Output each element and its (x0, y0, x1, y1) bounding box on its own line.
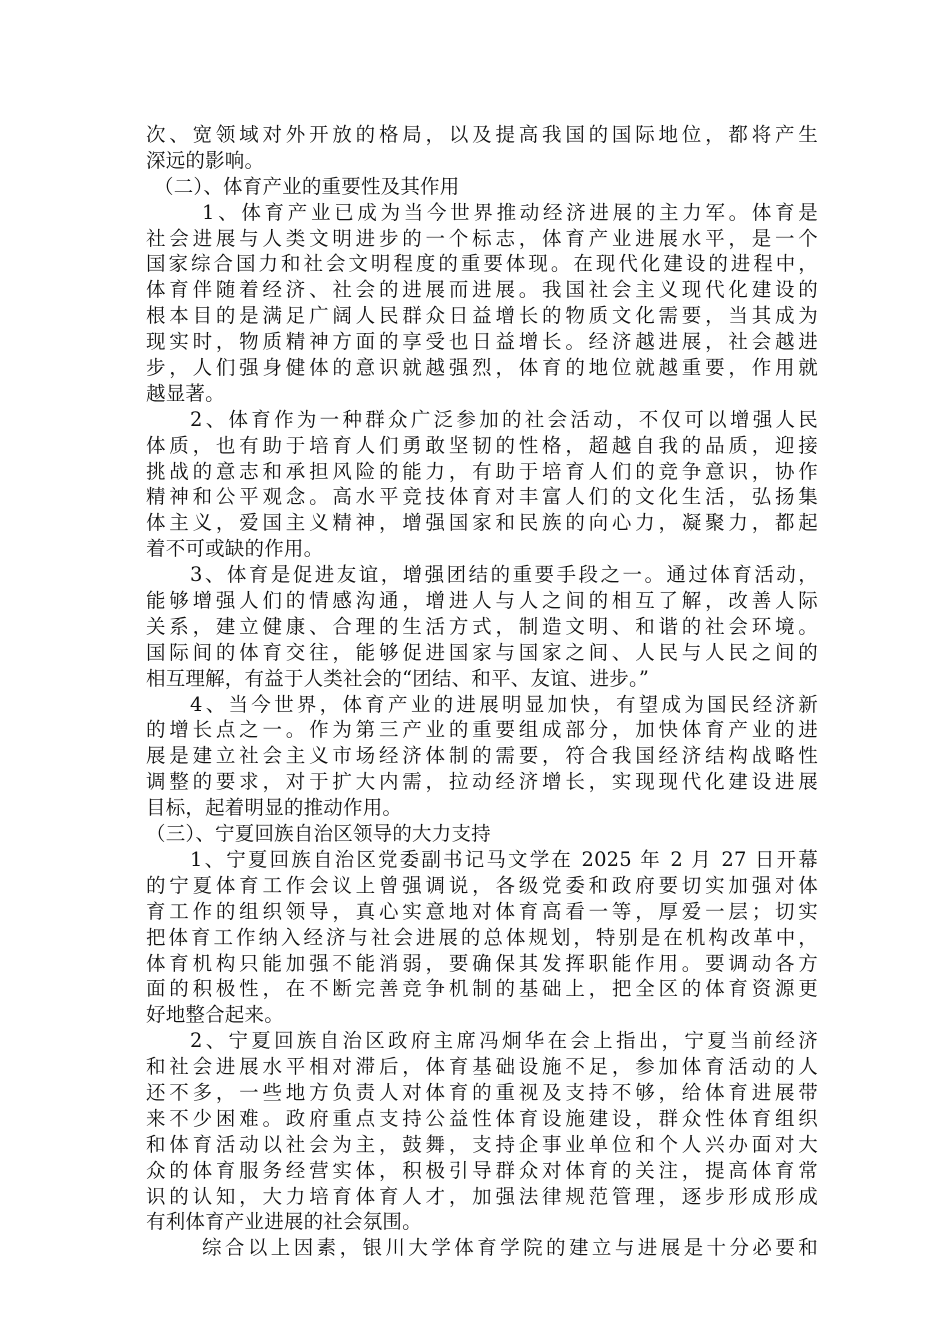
document-text-line: 来不少困难。政府重点支持公益性体育设施建设，群众性体育组织 (146, 1106, 818, 1130)
document-text-line: 深远的影响。 (146, 148, 265, 172)
document-text-line: 关系，建立健康、合理的生活方式，制造文明、和谐的社会环境。 (146, 614, 818, 638)
document-text-line: 步，人们强身健体的意识就越强烈，体育的地位就越重要，作用就 (146, 356, 818, 380)
document-text-line: 越显著。 (146, 381, 225, 405)
document-text-line: 根本目的是满足广阔人民群众日益增长的物质文化需要，当其成为 (146, 304, 818, 328)
document-text-line: 着不可或缺的作用。 (146, 537, 324, 561)
document-text-line: 能够增强人们的情感沟通，增进人与人之间的相互了解，改善人际 (146, 589, 818, 613)
document-text-line: 国家综合国力和社会文明程度的重要体现。在现代化建设的进程中， (146, 252, 818, 276)
document-text-line: 好地整合起来。 (146, 1003, 284, 1027)
document-text-line: 育工作的组织领导，真心实意地对体育高看一等，厚爱一层；切实 (146, 899, 818, 923)
document-text-line: 还不多，一些地方负责人对体育的重视及支持不够，给体育进展带 (146, 1080, 818, 1104)
document-text-line: （三）、宁夏回族自治区领导的大力支持 (146, 822, 491, 846)
document-text-line: 1、宁夏回族自治区党委副书记马文学在 2025 年 2 月 27 日开幕 (190, 847, 818, 871)
document-text-line: 目标，起着明显的推动作用。 (146, 796, 403, 820)
document-text-line: 体育伴随着经济、社会的进展而进展。我国社会主义现代化建设的 (146, 278, 818, 302)
document-text-line: 和体育活动以社会为主，鼓舞，支持企事业单位和个人兴办面对大 (146, 1132, 818, 1156)
document-body (146, 122, 818, 1261)
document-text-line: 众的体育服务经营实体，积极引导群众对体育的关注，提高体育常 (146, 1158, 818, 1182)
document-text-line: 体质，也有助于培育人们勇敢坚韧的性格，超越自我的品质，迎接 (146, 433, 818, 457)
document-text-line: 精神和公平观念。高水平竞技体育对丰富人们的文化生活，弘扬集 (146, 485, 818, 509)
document-text-line: 综合以上因素，银川大学体育学院的建立与进展是十分必要和 (202, 1236, 818, 1260)
document-text-line: 2、体育作为一种群众广泛参加的社会活动，不仅可以增强人民 (190, 407, 818, 431)
document-text-line: 相互理解，有益于人类社会的“团结、和平、友谊、进步。” (146, 666, 650, 690)
document-text-line: （二）、体育产业的重要性及其作用 (154, 174, 460, 198)
document-text-line: 的宁夏体育工作会议上曾强调说，各级党委和政府要切实加强对体 (146, 873, 818, 897)
document-text-line: 和社会进展水平相对滞后，体育基础设施不足，参加体育活动的人 (146, 1055, 818, 1079)
document-text-line: 3、体育是促进友谊，增强团结的重要手段之一。通过体育活动， (190, 563, 818, 587)
document-text-line: 识的认知，大力培育体育人才，加强法律规范管理，逐步形成形成 (146, 1184, 818, 1208)
document-text-line: 2、宁夏回族自治区政府主席冯炯华在会上指出，宁夏当前经济 (190, 1029, 818, 1053)
document-text-line: 体育机构只能加强不能消弱，要确保其发挥职能作用。要调动各方 (146, 951, 818, 975)
document-text-line: 社会进展与人类文明进步的一个标志，体育产业进展水平，是一个 (146, 226, 818, 250)
document-text-line: 1、体育产业已成为当今世界推动经济进展的主力军。体育是 (202, 200, 818, 224)
document-text-line: 次、宽领域对外开放的格局，以及提高我国的国际地位，都将产生 (146, 123, 818, 146)
document-text-line: 把体育工作纳入经济与社会进展的总体规划，特别是在机构改革中， (146, 925, 818, 949)
document-text-line: 调整的要求，对于扩大内需，拉动经济增长，实现现代化建设进展 (146, 770, 818, 794)
document-text-line: 国际间的体育交往，能够促进国家与国家之间、人民与人民之间的 (146, 640, 818, 664)
document-text-line: 体主义，爱国主义精神，增强国家和民族的向心力，凝聚力，都起 (146, 511, 818, 535)
document-text-line: 的增长点之一。作为第三产业的重要组成部分，加快体育产业的进 (146, 718, 818, 742)
document-text-line: 4、当今世界，体育产业的进展明显加快，有望成为国民经济新 (190, 692, 818, 716)
document-text-line: 挑战的意志和承担风险的能力，有助于培育人们的竞争意识，协作 (146, 459, 818, 483)
document-text-line: 现实时，物质精神方面的享受也日益增长。经济越进展，社会越进 (146, 330, 818, 354)
document-text-line: 展是建立社会主义市场经济体制的需要，符合我国经济结构战略性 (146, 744, 818, 768)
document-text-line: 有利体育产业进展的社会氛围。 (146, 1210, 422, 1234)
document-text-line: 面的积极性，在不断完善竞争机制的基础上，把全区的体育资源更 (146, 977, 818, 1001)
